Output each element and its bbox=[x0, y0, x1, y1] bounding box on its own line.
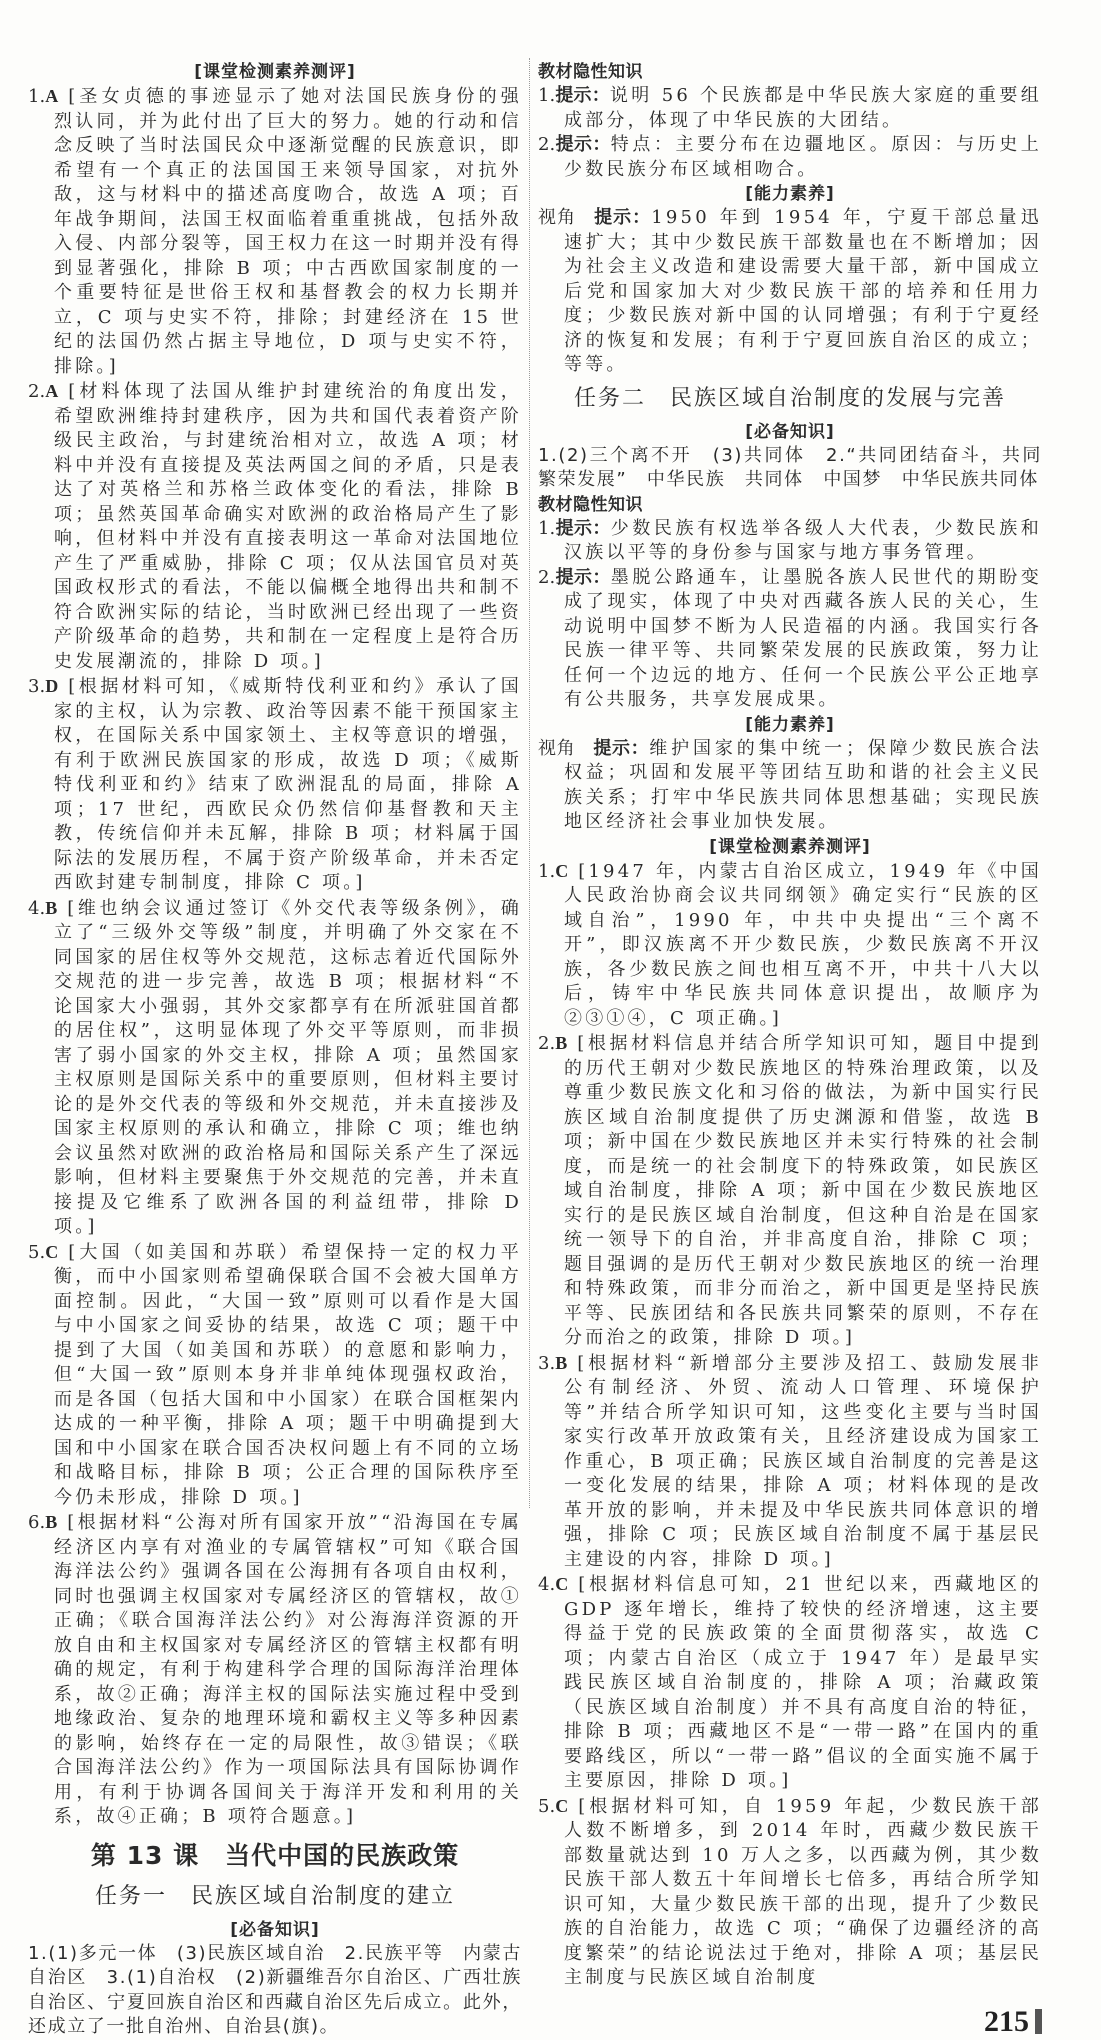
item-number: 3. bbox=[538, 1352, 556, 1374]
item-number: 2. bbox=[538, 134, 556, 155]
subsection-heading: 教材隐性知识 bbox=[538, 62, 643, 82]
answer-letter: B bbox=[555, 1352, 568, 1373]
answer-letter: C bbox=[555, 1574, 569, 1594]
answer-letter: C bbox=[555, 860, 569, 881]
hint-item bbox=[538, 517, 1042, 566]
item-number: 6. bbox=[28, 1512, 46, 1533]
answer-item bbox=[538, 1351, 1042, 1573]
answer-item bbox=[28, 674, 522, 896]
subsection-heading: 教材隐性知识 bbox=[538, 494, 643, 515]
page-footer bbox=[538, 2005, 1042, 2039]
explanation-text: [根据材料信息可知，21 世纪以来，西藏地区的 GDP 逐年增长，维持了较快的经济增速，这主要得益于党的民族政策的全面贯彻落实，故选 C 项；内蒙古自治区（成立于 1947 年）是最早实践民族区域自治制度的，排除 A 项；治藏政策（民族区域自治制度）并不具有高度自治的特征，排除 B 项；西藏地区不是“一带一路”在国内的重要路线区，所以“一带一路”倡议的全面实施不属于主要原因，排除 D 项。] bbox=[564, 1574, 1042, 1791]
explanation-text: [根据材料可知，自 1959 年起，少数民族干部人数不断增多，到 2014 年时，西藏少数民族干部数量就达到 10 万人之多，以西藏为例，其少数民族干部人数五十年间增长七倍多，再结合所学知识可知，大量少数民族干部的出现，提升了少数民族的自治能力，故选 C 项；“确保了边疆经济的高度繁荣”的结论说法过于绝对，排除 A 项；基层民主制度与民族区域自治制度 bbox=[564, 1795, 1042, 1988]
answer-item bbox=[28, 896, 522, 1240]
column-divider bbox=[529, 58, 530, 1508]
hint-label: 提示： bbox=[555, 134, 611, 155]
hint-text: 说明 56 个民族都是中华民族大家庭的重要组成部分，体现了中华民族的大团结。 bbox=[564, 85, 1043, 131]
item-number: 4. bbox=[28, 897, 46, 919]
task-title: 任务二 民族区域自治制度的发展与完善 bbox=[573, 385, 1006, 411]
hint-label: 提示： bbox=[555, 85, 610, 106]
hint-item bbox=[538, 133, 1042, 182]
left-column bbox=[28, 60, 522, 2040]
explanation-text: [根据材料“新增部分主要涉及招工、鼓励发展非公有制经济、外贸、流动人口管理、环境保护等”并结合所学知识可知，这些变化主要与当时国家实行改革开放政策有关，且经济建设成为国家工作重心，B 项正确；民族区域自治制度的完善是这一变化发展的结果，排除 A 项；材料体现的是改革开放的影响，并未提及中华民族共同体意识的增强，排除 C 项；民族区域自治制度不属于基层民主建设的内容，排除 D 项。] bbox=[564, 1352, 1042, 1570]
answer-item bbox=[538, 1031, 1042, 1351]
hint-text: 墨脱公路通车，让墨脱各族人民世代的期盼变成了现实，体现了中央对西藏各族人民的关心，生动说明中国梦不断为人民造福的内涵。我国实行各民族一律平等、共同繁荣发展的民族政策，努力让任何一个边远的地方、任何一个民族公平公正地享有公共服务，共享发展成果。 bbox=[564, 566, 1043, 710]
answer-letter: B bbox=[45, 897, 58, 918]
hint-label: 提示： bbox=[594, 207, 652, 228]
page-number: 215 bbox=[984, 2004, 1029, 2038]
section-heading: [能力素养] bbox=[745, 184, 835, 204]
explanation-text: [材料体现了法国从维护封建统治的角度出发，希望欧洲维持封建秩序，因为共和国代表着资产阶级民主政治，与封建统治相对立，故选 A 项；材料中并没有直接提及英法两国之间的矛盾，只是表达了对英格兰和苏格兰政体变化的看法，排除 B 项；虽然英国革命确实对欧洲的政治格局产生了影响，但材料中并没有直接表明这一革命对法国地位产生了严重威胁，排除 C 项；仅从法国官员对英国政权形式的看法，不能以偏概全地得出共和制不符合欧洲实际的结论，当时欧洲已经出现了一些资产阶级革命的趋势，共和制在一定程度上是符合历史发展潮流的，排除 D 项。] bbox=[54, 381, 522, 672]
hint-item bbox=[538, 84, 1042, 133]
explanation-text: [1947 年，内蒙古自治区成立，1949 年《中国人民政治协商会议共同纲领》确定实行“民族的区域自治”，1990 年，中共中央提出“三个离不开”，即汉族离不开少数民族，少数民族离不开汉族，各少数民族之间也相互离不开，中共十八大以后，铸牢中华民族共同体意识提出，故顺序为②③①④，C 项正确。] bbox=[564, 860, 1042, 1029]
right-column bbox=[538, 60, 1042, 2039]
hint-text: 特点：主要分布在边疆地区。原因：与历史上少数民族分布区域相吻合。 bbox=[564, 134, 1043, 180]
task-title: 任务一 民族区域自治制度的建立 bbox=[94, 1883, 455, 1909]
explanation-text: [大国（如美国和苏联）希望保持一定的权力平衡，而中小国家则希望确保联合国不会被大国单方面控制。因此，“大国一致”原则可以看作是大国与中小国家之间妥协的结果，故选 C 项；题干中提到了大国（如美国和苏联）的意愿和影响力，但“大国一致”原则本身并非单纯体现强权政治，而是各国（包括大国和中小国家）在联合国框架内达成的一种平衡，排除 A 项；题干中明确提到大国和中小国家在联合国否决权问题上有不同的立场和战略目标，排除 B 项；公正合理的国际秩序至今仍未形成，排除 D 项。] bbox=[54, 1241, 522, 1508]
explanation-text: [根据材料信息并结合所学知识可知，题目中提到的历代王朝对少数民族地区的特殊治理政策，以及尊重少数民族文化和习俗的做法，为新中国实行民族区域自治制度提供了历史渊源和借鉴，故选 B 项；新中国在少数民族地区并未实行特殊的社会制度，而是统一的社会制度下的特殊政策，如民族区域自治制度，排除 A 项；新中国在少数民族地区实行的是民族区域自治制度，但这种自治是在国家统一领导下的自治，并非高度自治，排除 C 项；题目强调的是历代王朝对少数民族地区的统一治理和特殊政策，而非分而治之，新中国更是坚持民族平等、民族团结和各民族共同繁荣的原则，不存在分而治之的政策，排除 D 项。] bbox=[564, 1033, 1042, 1348]
section-heading: [必备知识] bbox=[745, 421, 835, 442]
answer-item bbox=[28, 1240, 522, 1511]
hint-label: 提示： bbox=[555, 517, 611, 539]
answer-letter: C bbox=[45, 1241, 59, 1262]
hint-label: 提示： bbox=[555, 566, 611, 588]
page-number-bar bbox=[1035, 2009, 1042, 2034]
item-number: 1. bbox=[538, 517, 556, 539]
answer-letter: A bbox=[45, 381, 59, 401]
answer-letter: B bbox=[45, 1512, 58, 1532]
item-number: 2. bbox=[538, 1033, 556, 1054]
section-heading: [能力素养] bbox=[745, 714, 835, 735]
item-number: 1. bbox=[28, 86, 46, 107]
explanation-text: [根据材料“公海对所有国家开放”“沿海国在专属经济区内享有对渔业的专属管辖权”可知《联合国海洋法公约》强调各国在公海拥有各项自由权利，同时也强调主权国家对专属经济区的管辖权，故①正确；《联合国海洋法公约》对公海海洋资源的开放自由和主权国家对专属经济区的管辖主权都有明确的规定，有利于构建科学合理的国际海洋治理体系，故②正确；海洋主权的国际法实施过程中受到地缘政治、复杂的地理环境和霸权主义等多种因素的影响，始终存在一定的局限性，故③错误；《联合国海洋法公约》作为一项国际法具有国际协调作用，有利于协调各国间关于海洋开发和利用的关系，故④正确；B 项符合题意。] bbox=[54, 1512, 522, 1827]
perspective-item bbox=[538, 737, 1042, 835]
answer-item bbox=[28, 379, 522, 674]
hint-text: 少数民族有权选举各级人大代表，少数民族和汉族以平等的身份参与国家与地方事务管理。 bbox=[564, 517, 1043, 563]
explanation-text: [维也纳会议通过签订《外交代表等级条例》，确立了“三级外交等级”制度，并明确了外交家在不同国家的居住权等外交规范，这标志着近代国际外交规范的进一步完善，故选 B 项；根据材料“不论国家大小强弱，其外交家都享有在所派驻国首都的居住权”，这明显体现了外交平等原则，而非损害了弱小国家的外交主权，排除 A 项；虽然国家主权原则是国际关系中的重要原则，但材料主要讨论的是外交代表的等级和外交规范，并未直接涉及国家主权原则的承认和确立，排除 C 项；维也纳会议虽然对欧洲的政治格局和国际关系产生了深远影响，但材料主要聚焦于外交规范的完善，并未直接提及它维系了欧洲各国的利益纽带，排除 D 项。] bbox=[54, 897, 522, 1237]
answer-letter: B bbox=[555, 1033, 568, 1053]
item-number: 2. bbox=[28, 381, 46, 402]
item-number: 5. bbox=[28, 1241, 46, 1263]
item-number: 5. bbox=[538, 1795, 556, 1817]
answer-letter: C bbox=[555, 1795, 569, 1816]
answer-item bbox=[538, 859, 1042, 1032]
perspective-item bbox=[538, 206, 1042, 378]
section-heading: [必备知识] bbox=[230, 1919, 320, 1940]
hint-item bbox=[538, 566, 1042, 713]
answer-item bbox=[28, 84, 522, 379]
explanation-text: [圣女贞德的事迹显示了她对法国民族身份的强烈认同，并为此付出了巨大的努力。她的行动和信念反映了当时法国民众中逐渐觉醒的民族意识，即希望有一个真正的法国国王来领导国家，对抗外敌，这与材料中的描述高度吻合，故选 A 项；百年战争期间，法国王权面临着重重挑战，包括外敌入侵、内部分裂等，国王权力在这一时期并没有得到显著强化，排除 B 项；中古西欧国家制度的一个重要特征是世俗王权和基督教会的权力长期并立，C 项与史实不符，排除；封建经济在 15 世纪的法国仍然占据主导地位，D 项与史实不符，排除。] bbox=[54, 86, 522, 377]
hint-label: 提示： bbox=[593, 737, 650, 759]
item-number: 3. bbox=[28, 676, 46, 697]
item-number: 1. bbox=[538, 85, 556, 106]
item-number: 4. bbox=[538, 1574, 556, 1595]
lesson-title: 第 13 课 当代中国的民族政策 bbox=[90, 1840, 460, 1870]
answer-paragraph: 1.(1)多元一体 (3)民族区域自治 2.民族平等 内蒙古自治区 3.(1)自治权 (2)新疆维吾尔自治区、广西壮族自治区、宁夏回族自治区和西藏自治区先后成立。此外，还成立了一批自治州、自治县(旗)。 bbox=[28, 1942, 522, 2037]
answer-letter: D bbox=[45, 676, 59, 696]
answer-item bbox=[538, 1572, 1042, 1794]
answer-item bbox=[28, 1510, 522, 1830]
hint-text: 维护国家的集中统一；保障少数民族合法权益；巩固和发展平等团结互助和谐的社会主义民族关系；打牢中华民族共同体思想基础；实现民族地区经济社会事业加快发展。 bbox=[564, 737, 1042, 832]
item-number: 2. bbox=[538, 566, 556, 588]
hint-text: 1950 年到 1954 年，宁夏干部总量迅速扩大；其中少数民族干部数量也在不断增加；因为社会主义改造和建设需要大量干部，新中国成立后党和国家加大对少数民族干部的培养和任用力度；少数民族对新中国的认同增强；有利于宁夏经济的恢复和发展；有利于宁夏回族自治区的成立；等等。 bbox=[564, 207, 1043, 375]
perspective-label: 视角 bbox=[538, 737, 576, 759]
explanation-text: [根据材料可知，《威斯特伐利亚和约》承认了国家的主权，认为宗教、政治等因素不能干预国家主权，在国际关系中国家领土、主权等意识的增强，有利于欧洲民族国家的形成，故选 D 项；《威斯特伐利亚和约》结束了欧洲混乱的局面，排除 A 项；17 世纪，西欧民众仍然信仰基督教和天主教，传统信仰并未瓦解，排除 B 项；材料属于国际法的发展历程，不属于资产阶级革命，并未否定西欧封建专制制度，排除 C 项。] bbox=[54, 676, 522, 893]
item-number: 1. bbox=[538, 860, 556, 882]
section-heading: [课堂检测素养测评] bbox=[194, 62, 356, 82]
right-column-body bbox=[538, 60, 1042, 1991]
answer-letter: A bbox=[45, 86, 59, 106]
answer-paragraph: 1.(2)三个离不开 (3)共同体 2.“共同团结奋斗，共同繁荣发展” 中华民族 共同体 中国梦 中华民族共同体 bbox=[538, 444, 1042, 490]
section-heading: [课堂检测素养测评] bbox=[709, 836, 871, 857]
perspective-label: 视角 bbox=[538, 207, 577, 228]
answer-item bbox=[538, 1794, 1042, 1991]
